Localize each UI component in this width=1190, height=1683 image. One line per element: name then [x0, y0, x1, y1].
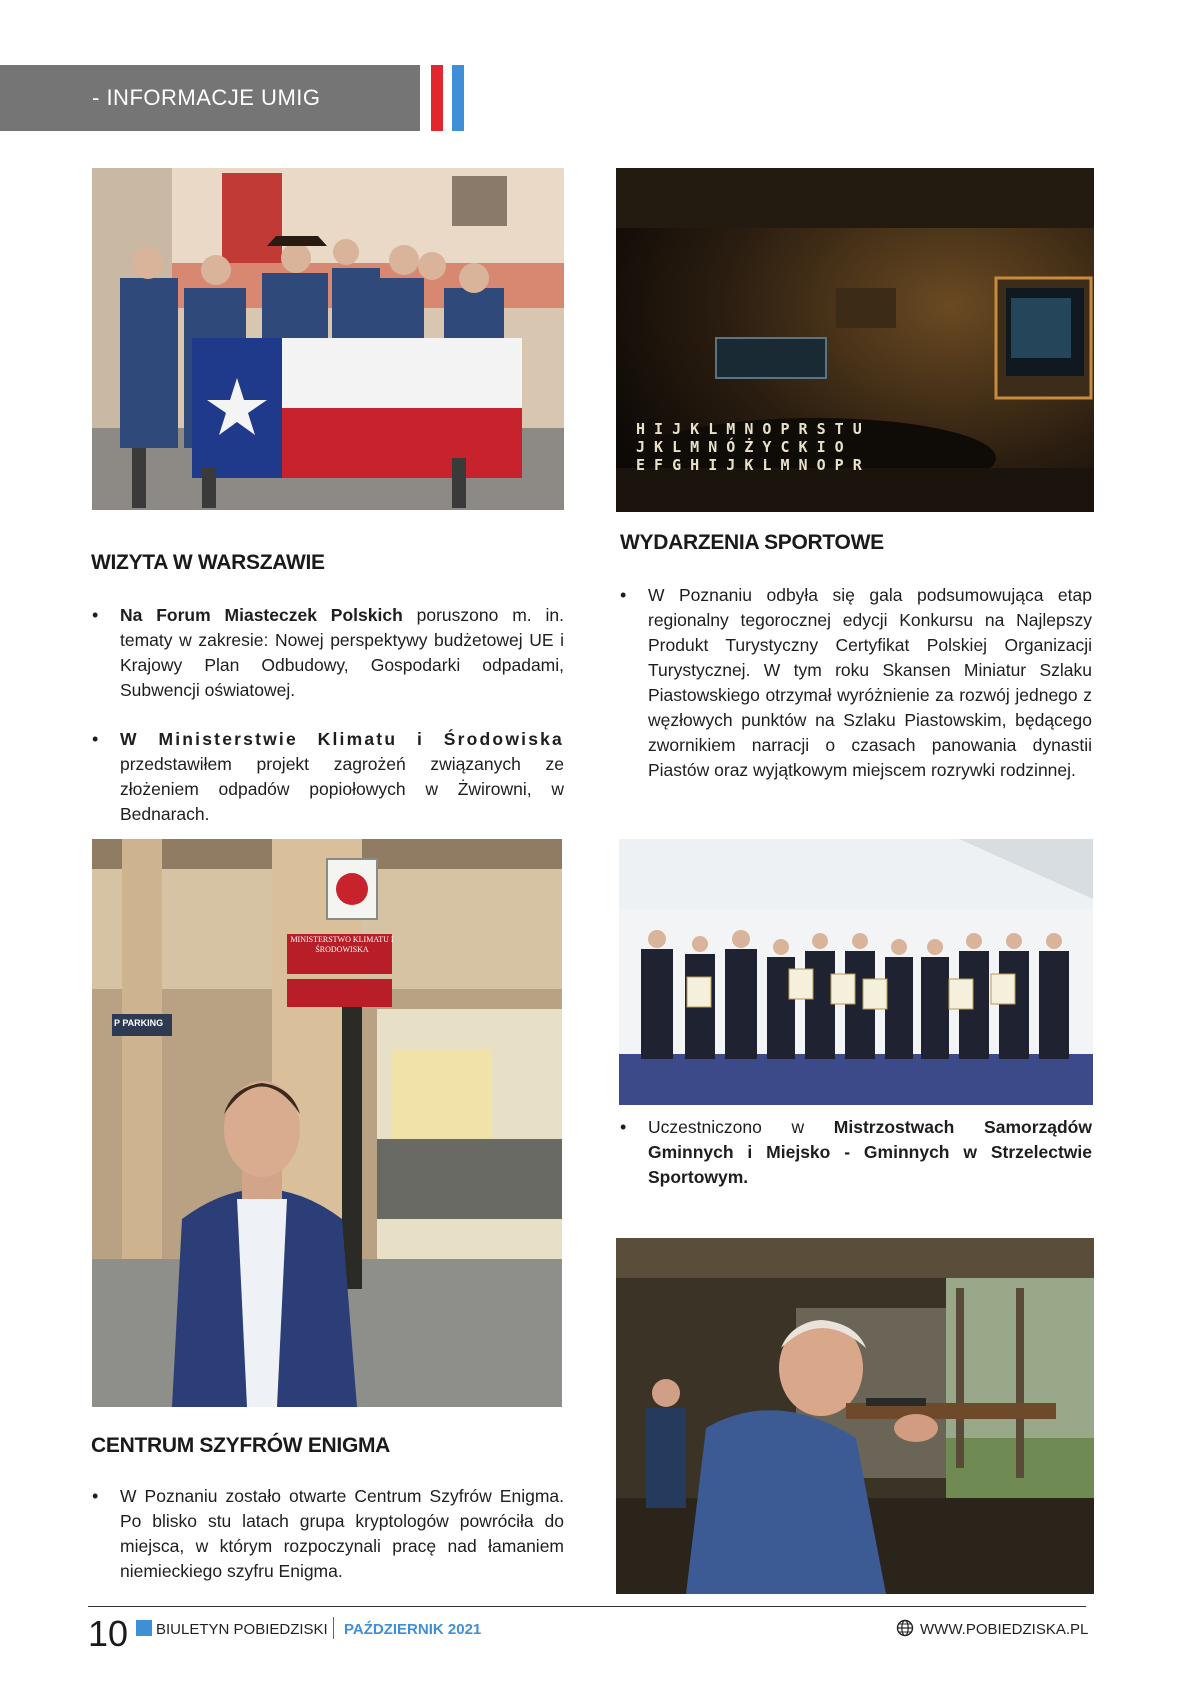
globe-icon [896, 1619, 914, 1637]
enigma-letters-row-3: E F G H I J K L M N O P R [636, 456, 862, 474]
footer-separator [333, 1617, 334, 1639]
heading-centrum-szyfrow-enigma: CENTRUM SZYFRÓW ENIGMA [91, 1434, 391, 1457]
enigma-letters-row-2: J K L M N Ó Ż Y C K I O [636, 438, 844, 456]
list-enigma [92, 1484, 564, 1608]
item-bold-mistrzostwa: Mistrzostwach Samorządów Gminnych i Miejsko - Gminnych w Strzelectwie Sportowym. [648, 1117, 1092, 1187]
item-text-gala: W Poznaniu odbyła się gala podsumowująca etap regionalny tegorocznej edycji Konkursu na Najlepszy Produkt Turystyczny Certyfikat Polskiej Organizacji Turystycznej. W tym roku Skansen Miniatur Szlaku Piastowskiego otrzymał wyróżnienie za rozwój jednego z węzłowych punktów na Szlaku Piastowskim, będącego zwornikiem narracji o czasach panowania dynastii Piastów oraz wyjątkowym miejscem rozrywki rodzinnej. [648, 585, 1092, 780]
footer-blue-square [136, 1620, 152, 1636]
footer-brand: BIULETYN POBIEDZISKI [156, 1621, 328, 1638]
item-text-forum: poruszono m. in. tematy w zakresie: Nowej perspektywy budżetowej UE i Krajowy Plan Odbudowy, Gospodarki odpadami, Subwencji oświatowej. [120, 605, 564, 700]
header-red-stripe [431, 65, 443, 131]
heading-wizyta-w-warszawie: WIZYTA W WARSZAWIE [91, 551, 325, 574]
photo-shooting-range [616, 1238, 1094, 1594]
item-prefix-mistrzostwa: Uczestniczono w [648, 1117, 834, 1137]
heading-wydarzenia-sportowe: WYDARZENIA SPORTOWE [620, 531, 884, 554]
photo-gala-awards [619, 839, 1093, 1105]
page-number: 10 [88, 1613, 129, 1654]
section-header-title: - INFORMACJE UMIG [92, 85, 321, 110]
photo-warsaw-group-flag [92, 168, 564, 510]
footer-divider [88, 1606, 1086, 1607]
item-text-enigma: W Poznaniu zostało otwarte Centrum Szyfrów Enigma. Po blisko stu latach grupa kryptologów powróciła do miejsca, w którym rozpoczynali pracę nad łamaniem niemieckiego szyfru Enigma. [120, 1486, 564, 1581]
list-sport-2 [620, 1115, 1092, 1214]
footer-date: PAŹDZIERNIK 2021 [344, 1621, 482, 1638]
list-item [92, 1484, 564, 1584]
enigma-letters-row-1: H I J K L M N O P R S T U [636, 420, 862, 438]
list-item [620, 583, 1092, 783]
list-item [620, 1115, 1092, 1190]
parking-sign-text: P PARKING [114, 1018, 164, 1028]
item-bold-forum: Na Forum Miasteczek Polskich [120, 605, 403, 625]
list-warszawa [92, 603, 564, 851]
footer-website-link[interactable]: WWW.POBIEDZISKA.PL [920, 1621, 1089, 1638]
ministry-sign-text: MINISTERSTWO KLIMATU I ŚRODOWISKA [290, 935, 394, 954]
photo-enigma-centre [616, 168, 1094, 512]
list-item [92, 727, 564, 827]
item-bold-ministerstwo: W Ministerstwie Klimatu i Środowiska [120, 729, 564, 749]
item-text-ministerstwo: przedstawiłem projekt zagrożeń związanych ze złożeniem odpadów popiołowych w Żwirowni, w Bednarach. [120, 754, 564, 824]
header-blue-stripe [452, 65, 464, 131]
photo-ministry-building [92, 839, 562, 1407]
list-sport-1 [620, 583, 1092, 807]
list-item [92, 603, 564, 703]
